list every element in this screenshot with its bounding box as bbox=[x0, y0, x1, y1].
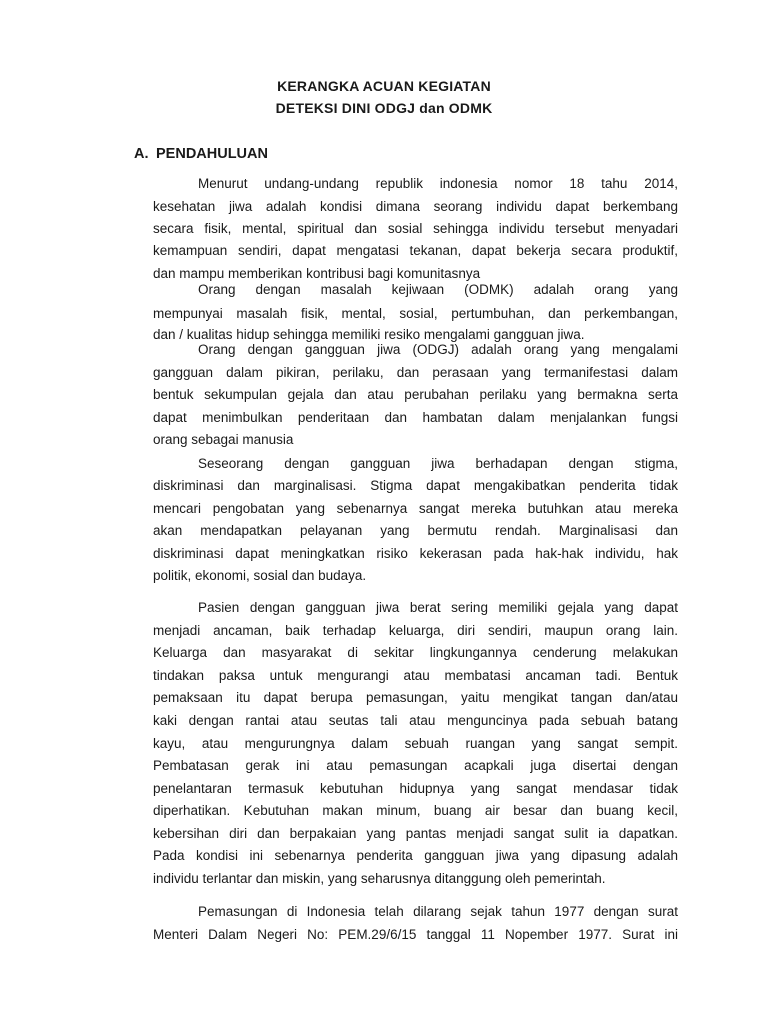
section-title: PENDAHULUAN bbox=[156, 146, 268, 162]
paragraph-line: kebersihan diri dan berpakaian yang pantas menjadi sangat sulit ia dapatkan. bbox=[153, 826, 678, 841]
paragraph-line: Keluarga dan masyarakat di sekitar lingkungannya cenderung melakukan bbox=[153, 645, 678, 660]
paragraph-line: mencari pengobatan yang sebenarnya sangat mereka butuhkan atau mereka bbox=[153, 501, 678, 516]
paragraph-line: gangguan dalam pikiran, perilaku, dan perasaan yang termanifestasi dalam bbox=[153, 365, 678, 380]
paragraph-line: Seseorang dengan gangguan jiwa berhadapan dengan stigma, bbox=[198, 456, 678, 471]
paragraph-line: menjadi ancaman, baik terhadap keluarga, diri sendiri, maupun orang lain. bbox=[153, 623, 678, 638]
paragraph-line: dan / kualitas hidup sehingga memiliki resiko mengalami gangguan jiwa. bbox=[153, 327, 585, 342]
paragraph-line: kesehatan jiwa adalah kondisi dimana seorang individu dapat berkembang bbox=[153, 199, 678, 214]
paragraph-line: Orang dengan gangguan jiwa (ODGJ) adalah orang yang mengalami bbox=[198, 342, 678, 357]
paragraph-line: Menurut undang-undang republik indonesia nomor 18 tahu 2014, bbox=[198, 176, 678, 191]
paragraph-line: Pada kondisi ini sebenarnya penderita gangguan jiwa yang dipasung adalah bbox=[153, 848, 678, 863]
section-heading bbox=[134, 146, 268, 162]
paragraph-line: akan mendapatkan pelayanan yang bermutu rendah. Marginalisasi dan bbox=[153, 523, 678, 538]
paragraph-line: diskriminasi dapat meningkatkan risiko kekerasan pada hak-hak individu, hak bbox=[153, 546, 678, 561]
paragraph-line: diskriminasi dan marginalisasi. Stigma dapat mengakibatkan penderita tidak bbox=[153, 478, 678, 493]
paragraph-line: Pasien dengan gangguan jiwa berat sering memiliki gejala yang dapat bbox=[198, 600, 678, 615]
paragraph-line: Pemasungan di Indonesia telah dilarang sejak tahun 1977 dengan surat bbox=[198, 904, 678, 919]
paragraph-line: penelantaran termasuk kebutuhan hidupnya yang sangat mendasar tidak bbox=[153, 781, 678, 796]
paragraph-line: tindakan paksa untuk mengurangi atau membatasi ancaman tadi. Bentuk bbox=[153, 668, 678, 683]
paragraph-line: Orang dengan masalah kejiwaan (ODMK) adalah orang yang bbox=[198, 282, 678, 297]
paragraph-line: orang sebagai manusia bbox=[153, 432, 294, 447]
document-title: KERANGKA ACUAN KEGIATAN bbox=[277, 78, 491, 94]
paragraph-line: secara fisik, mental, spiritual dan sosial sehingga individu tersebut menyadari bbox=[153, 221, 678, 236]
paragraph-line: politik, ekonomi, sosial dan budaya. bbox=[153, 568, 367, 583]
section-number: A. bbox=[134, 146, 149, 162]
paragraph-line: mempunyai masalah fisik, mental, sosial, pertumbuhan, dan perkembangan, bbox=[153, 306, 678, 321]
document-subtitle: DETEKSI DINI ODGJ dan ODMK bbox=[275, 100, 493, 116]
paragraph-line: Menteri Dalam Negeri No: PEM.29/6/15 tanggal 11 Nopember 1977. Surat ini bbox=[153, 927, 678, 942]
paragraph-line: dan mampu memberikan kontribusi bagi komunitasnya bbox=[153, 266, 481, 281]
paragraph-line: Pembatasan gerak ini atau pemasungan acapkali juga disertai dengan bbox=[153, 758, 678, 773]
paragraph-line: diperhatikan. Kebutuhan makan minum, buang air besar dan buang kecil, bbox=[153, 803, 678, 818]
paragraph-line: dapat menimbulkan penderitaan dan hambatan dalam menjalankan fungsi bbox=[153, 410, 678, 425]
paragraph-line: kayu, atau mengurungnya dalam sebuah ruangan yang sangat sempit. bbox=[153, 736, 678, 751]
paragraph-line: kaki dengan rantai atau seutas tali atau menguncinya pada sebuah batang bbox=[153, 713, 678, 728]
paragraph-line: pemaksaan itu dapat berupa pemasungan, yaitu mengikat tangan dan/atau bbox=[153, 690, 678, 705]
paragraph-line: kemampuan sendiri, dapat mengatasi tekanan, dapat bekerja secara produktif, bbox=[153, 243, 678, 258]
paragraph-line: individu terlantar dan miskin, yang seharusnya ditanggung oleh pemerintah. bbox=[153, 871, 606, 886]
paragraph-line: bentuk sekumpulan gejala dan atau perubahan perilaku yang bermakna serta bbox=[153, 387, 678, 402]
